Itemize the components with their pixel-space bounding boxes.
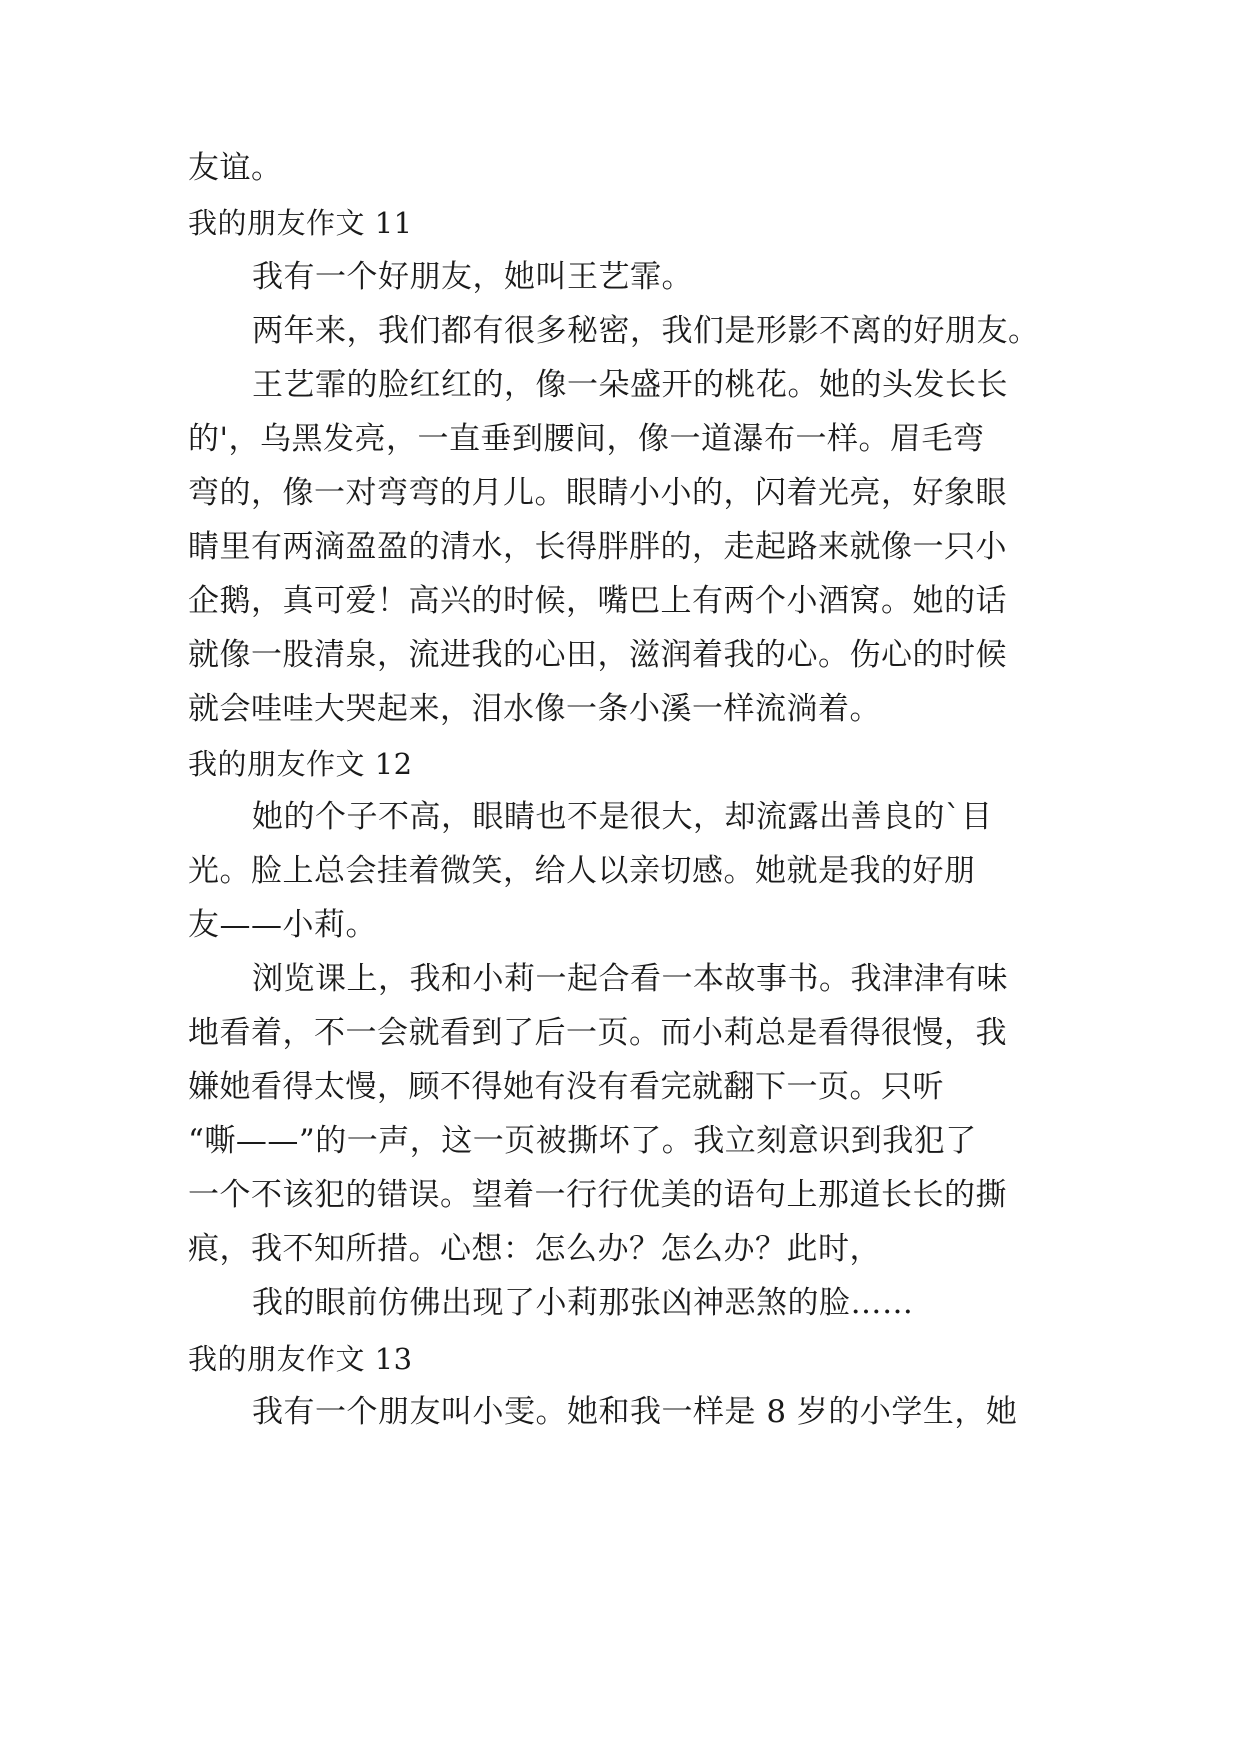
paragraph-line: 浏览课上，我和小莉一起合看一本故事书。我津津有味 <box>252 961 1008 997</box>
section-heading: 我的朋友作文 13 <box>188 1342 413 1376</box>
paragraph-line: 我有一个朋友叫小雯。她和我一样是 8 岁的小学生，她 <box>252 1394 1018 1430</box>
paragraph-line: 友——小莉。 <box>188 907 377 943</box>
paragraph-line: 地看着，不一会就看到了后一页。而小莉总是看得很慢，我 <box>188 1015 1007 1051</box>
paragraph-line: 友谊。 <box>188 150 283 186</box>
paragraph-line: 就会哇哇大哭起来，泪水像一条小溪一样流淌着。 <box>188 691 881 727</box>
paragraph-line: 光。脸上总会挂着微笑，给人以亲切感。她就是我的好朋 <box>188 853 976 889</box>
paragraph-line: “嘶——”的一声，这一页被撕坏了。我立刻意识到我犯了 <box>188 1123 977 1159</box>
paragraph-line: 她的个子不高，眼睛也不是很大，却流露出善良的`目 <box>252 799 993 835</box>
paragraph-line: 两年来，我们都有很多秘密，我们是形影不离的好朋友。 <box>252 313 1040 349</box>
paragraph-line: 痕，我不知所措。心想：怎么办？怎么办？此时， <box>188 1231 881 1267</box>
paragraph-line: 一个不该犯的错误。望着一行行优美的语句上那道长长的撕 <box>188 1177 1007 1213</box>
paragraph-line: 我有一个好朋友，她叫王艺霏。 <box>252 259 693 295</box>
paragraph-line: 的'，乌黑发亮，一直垂到腰间，像一道瀑布一样。眉毛弯 <box>188 421 985 457</box>
paragraph-line: 嫌她看得太慢，顾不得她有没有看完就翻下一页。只听 <box>188 1069 944 1105</box>
section-heading: 我的朋友作文 11 <box>188 206 413 240</box>
paragraph-line: 弯的，像一对弯弯的月儿。眼睛小小的，闪着光亮，好象眼 <box>188 475 1007 511</box>
section-heading: 我的朋友作文 12 <box>188 747 413 781</box>
paragraph-line: 睛里有两滴盈盈的清水，长得胖胖的，走起路来就像一只小 <box>188 529 1007 565</box>
paragraph-line: 我的眼前仿佛出现了小莉那张凶神恶煞的脸…… <box>252 1285 914 1321</box>
paragraph-line: 就像一股清泉，流进我的心田，滋润着我的心。伤心的时候 <box>188 637 1007 673</box>
paragraph-line: 王艺霏的脸红红的，像一朵盛开的桃花。她的头发长长 <box>252 367 1008 403</box>
paragraph-line: 企鹅，真可爱！高兴的时候，嘴巴上有两个小酒窝。她的话 <box>188 583 1007 619</box>
